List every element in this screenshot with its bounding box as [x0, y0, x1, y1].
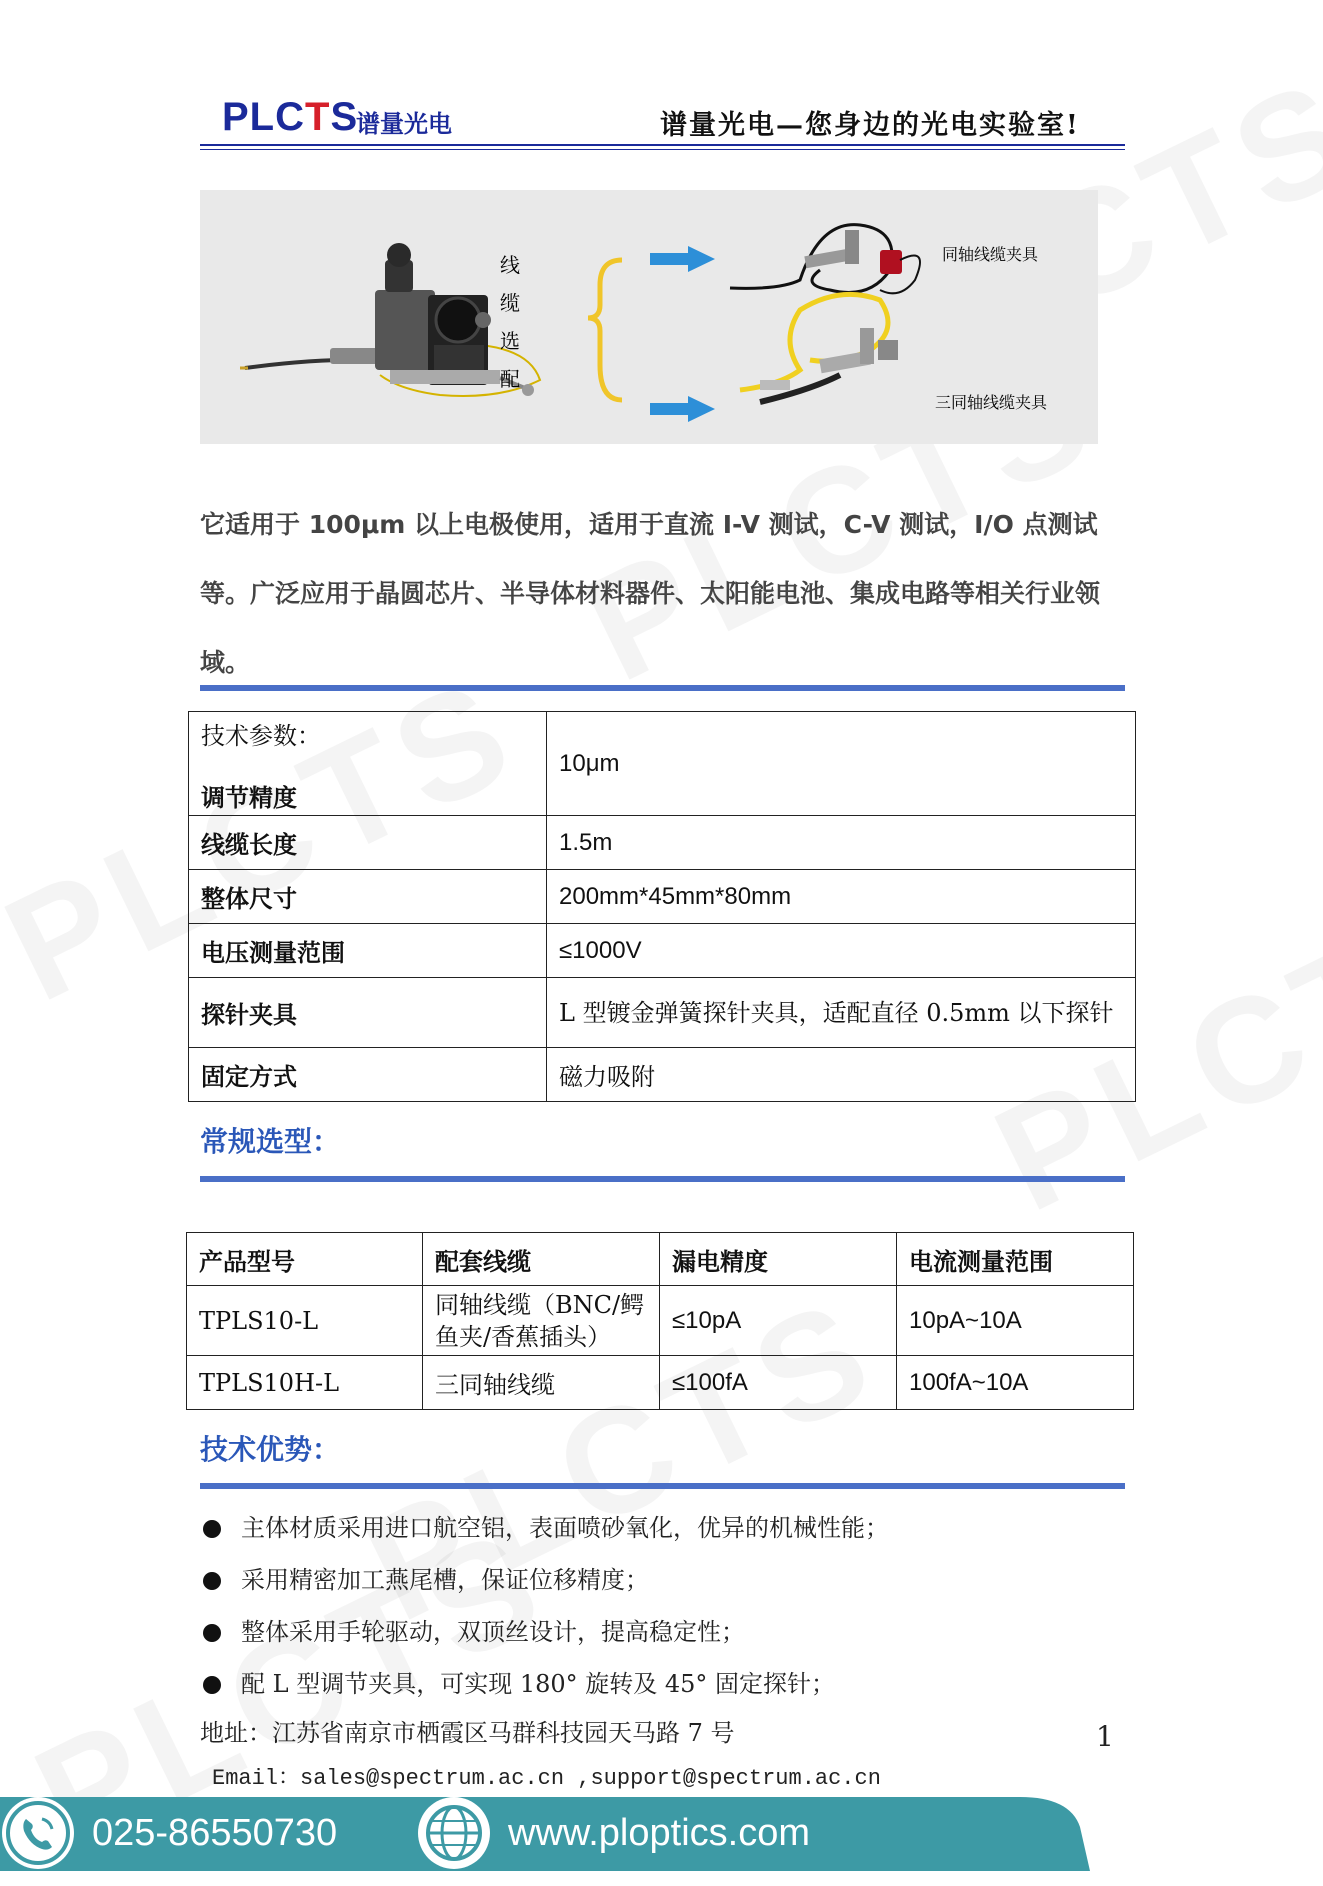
spec-value: 磁力吸附 — [547, 1048, 1136, 1102]
cable-caption: 同轴线缆夹具 — [942, 245, 1039, 264]
spec-value: 1.5m — [547, 816, 1136, 870]
range-cell: 10pA~10A — [897, 1286, 1134, 1356]
logo: PLCTS — [222, 95, 359, 139]
spec-value: ≤1000V — [547, 924, 1136, 978]
probe-illustration — [200, 190, 1098, 444]
bullet-icon — [203, 1520, 221, 1538]
website-link[interactable]: www.ploptics.com — [508, 1812, 810, 1854]
spec-value: 200mm*45mm*80mm — [547, 870, 1136, 924]
table-row — [187, 1356, 1134, 1410]
spec-value: L 型镀金弹簧探针夹具，适配直径 0.5mm 以下探针 — [547, 978, 1136, 1048]
table-row — [189, 870, 1136, 924]
footer-bar — [0, 1797, 1323, 1871]
cable-caption: 三同轴线缆夹具 — [935, 393, 1048, 412]
accuracy-cell: ≤100fA — [660, 1356, 897, 1410]
slogan: 谱量光电—您身边的光电实验室! — [660, 110, 1080, 141]
table-row — [189, 712, 1136, 816]
triax-cable-photo — [740, 294, 898, 402]
logo-cn: 谱量光电 — [356, 110, 452, 138]
model-cell: TPLS10-L — [187, 1286, 423, 1356]
spec-key: 线缆长度 — [189, 816, 547, 870]
vertical-label-char: 缆 — [500, 291, 520, 315]
page-number: 1 — [1096, 1720, 1114, 1753]
arrow-right-icon — [650, 396, 715, 422]
list-item: 整体采用手轮驱动，双顶丝设计，提高稳定性； — [200, 1606, 1125, 1658]
section-divider — [200, 1176, 1125, 1182]
header-divider — [200, 144, 1125, 146]
header-divider — [200, 149, 1125, 150]
spec-heading: 技术参数： — [201, 722, 321, 750]
product-figure — [200, 190, 1098, 444]
coax-cable-photo — [730, 225, 920, 294]
table-row — [189, 978, 1136, 1048]
vertical-label-char: 线 — [500, 253, 520, 277]
phone-icon — [2, 1797, 74, 1869]
table-row — [187, 1286, 1134, 1356]
spec-key — [189, 712, 547, 816]
brace-icon — [588, 260, 622, 400]
spec-key: 固定方式 — [189, 1048, 547, 1102]
column-header: 电流测量范围 — [897, 1233, 1134, 1286]
bullet-icon — [203, 1572, 221, 1590]
model-cell: TPLS10H-L — [187, 1356, 423, 1410]
intro-paragraph: 它适用于 100μm 以上电极使用，适用于直流 I-V 测试，C-V 测试，I/O 点测试等。广泛应用于晶圆芯片、半导体材料器件、太阳能电池、集成电路等相关行业领域。 — [200, 510, 1101, 677]
models-title: 常规选型： — [200, 1125, 341, 1158]
column-header: 漏电精度 — [660, 1233, 897, 1286]
spec-table — [188, 711, 1136, 1102]
spec-key-label: 调节精度 — [201, 783, 297, 812]
column-header: 配套线缆 — [423, 1233, 660, 1286]
list-item: 采用精密加工燕尾槽，保证位移精度； — [200, 1554, 1125, 1606]
advantages-list — [200, 1502, 1125, 1710]
probe-main-photo — [240, 243, 540, 396]
section-divider — [200, 1483, 1125, 1489]
address: 地址：江苏省南京市栖霞区马群科技园天马路 7 号 — [200, 1719, 735, 1747]
cable-cell: 三同轴线缆 — [423, 1356, 660, 1410]
table-row — [189, 1048, 1136, 1102]
cable-cell: 同轴线缆（BNC/鳄鱼夹/香蕉插头） — [423, 1286, 660, 1356]
spec-key: 整体尺寸 — [189, 870, 547, 924]
accuracy-cell: ≤10pA — [660, 1286, 897, 1356]
range-cell: 100fA~10A — [897, 1356, 1134, 1410]
table-row — [189, 816, 1136, 870]
column-header: 产品型号 — [187, 1233, 423, 1286]
advantages-title: 技术优势： — [200, 1433, 341, 1466]
phone-number[interactable]: 025-86550730 — [92, 1812, 338, 1854]
arrow-right-icon — [650, 246, 715, 272]
spec-key: 探针夹具 — [189, 978, 547, 1048]
spec-key: 电压测量范围 — [189, 924, 547, 978]
list-item: 主体材质采用进口航空铝，表面喷砂氧化，优异的机械性能； — [200, 1502, 1125, 1554]
models-table — [186, 1232, 1134, 1410]
section-divider — [200, 685, 1125, 691]
bullet-icon — [203, 1624, 221, 1642]
globe-icon — [418, 1797, 490, 1869]
list-item: 配 L 型调节夹具，可实现 180° 旋转及 45° 固定探针； — [200, 1658, 1125, 1710]
spec-value: 10μm — [547, 712, 1136, 816]
vertical-label-char: 选 — [500, 329, 520, 353]
email[interactable]: Email：sales@spectrum.ac.cn ,support@spectrum.ac.cn — [212, 1766, 881, 1791]
vertical-label-char: 配 — [500, 367, 520, 391]
table-row — [189, 924, 1136, 978]
table-header-row — [187, 1233, 1134, 1286]
bullet-icon — [203, 1676, 221, 1694]
